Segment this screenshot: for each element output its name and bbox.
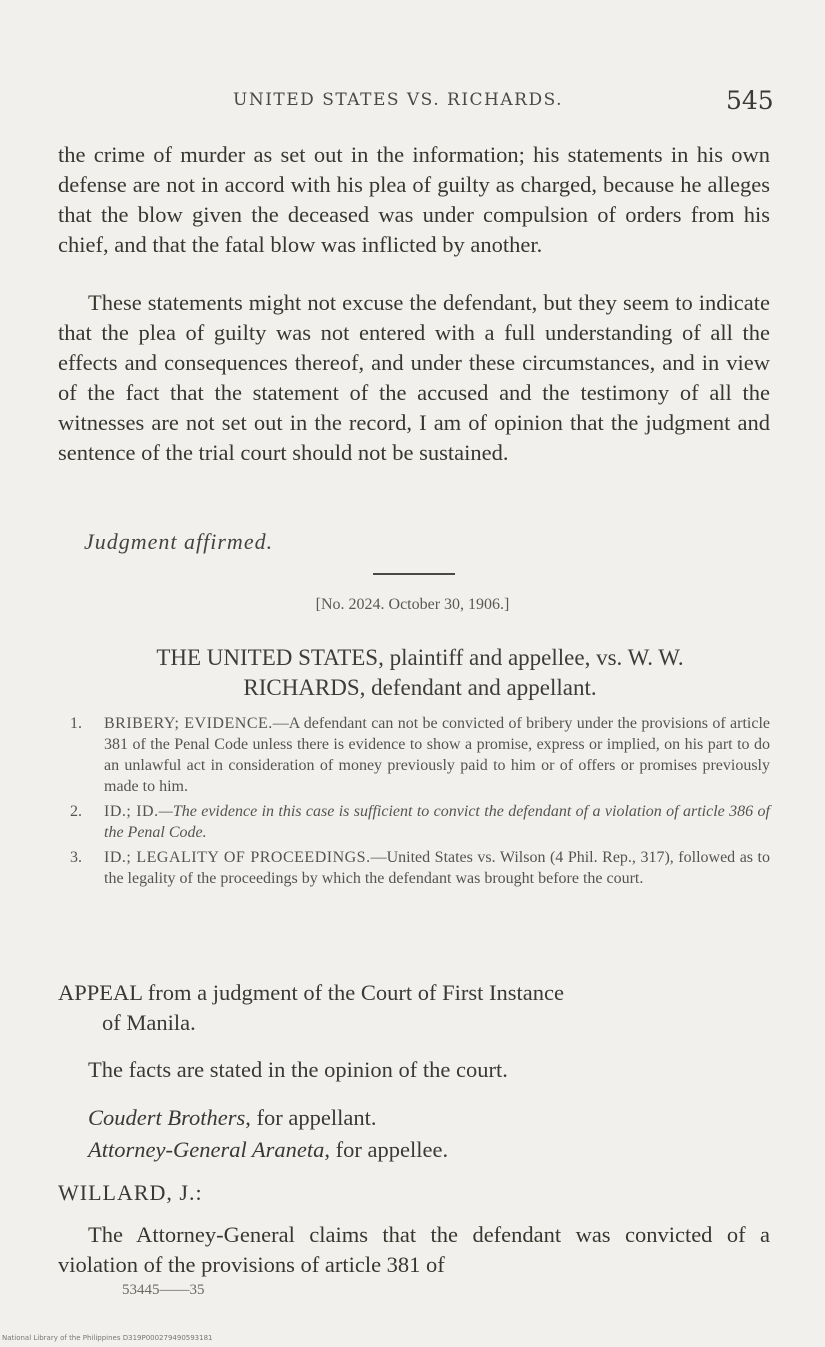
syllabus-heading: ID.; ID. [104,803,159,820]
facts-statement: The facts are stated in the opinion of the court. [88,1057,508,1082]
case-title-line-1: THE UNITED STATES, plaintiff and appellee, vs. W. W. [156,645,684,670]
counsel-line [88,1134,448,1166]
running-title: UNITED STATES VS. RICHARDS. [233,90,564,110]
counsel-block [88,1102,448,1166]
counsel-role: , for appellant. [245,1105,377,1130]
case-title [80,643,760,703]
counsel-name: Coudert Brothers [88,1105,246,1130]
opinion-paragraph-1 [58,140,770,260]
syllabus-text: —A defendant can not be convicted of bribery under the provisions of article 381 of the Penal Code unless there is evidence to show a promise, express or implied, on his part to do an unlawful act in consideration of money previously paid to him or of offers or promises previously made to him. [104,715,771,795]
library-footer: National Library of the Philippines D319P000279490593181 [2,1334,213,1342]
syllabus-number: 2. [70,803,82,820]
docket-line: [No. 2024. October 30, 1906.] [315,596,510,613]
running-head [0,86,825,116]
appeal-line-1: APPEAL from a judgment of the Court of First Instance [58,980,564,1005]
opinion-paragraph-1-text: the crime of murder as set out in the information; his statements in his own defense are not in accord with his plea of guilty as charged, because he alleges that the blow given the deceased was under compulsion of orders from his chief, and that the fatal blow was inflicted by another. [58,142,770,257]
opinion-opening [58,1220,770,1280]
justice-name: WILLARD, J.: [58,1180,203,1205]
signature-mark: 53445——35 [122,1282,205,1298]
syllabus-item [70,847,770,889]
syllabus-heading: ID.; LEGALITY OF PROCEEDINGS. [104,849,371,866]
appeal-statement [58,978,770,1038]
page-number: 545 [726,86,774,115]
counsel-role: , for appellee. [324,1137,449,1162]
counsel-name: Attorney-General Araneta [88,1137,325,1162]
syllabus-item [70,801,770,843]
opinion-paragraph-2-text: These statements might not excuse the defendant, but they seem to indicate that the plea of guilty was not entered with a full understanding of all the effects and consequences thereof, and under these circumstances, and in view of the fact that the statement of the accused and the testimony of all the witnesses are not set out in the record, I am of opinion that the judgment and sentence of the trial court should not be sustained. [58,290,770,465]
syllabus-text: —The evidence in this case is sufficient to convict the defendant of a violation of article 386 of the Penal Code. [104,803,771,841]
disposition: Judgment affirmed. [84,529,274,554]
opinion-paragraph-2 [58,288,770,468]
case-title-line-2: RICHARDS, defendant and appellant. [243,675,597,700]
syllabus-number: 1. [70,715,82,732]
syllabus-item [70,713,770,797]
opinion-opening-text: The Attorney-General claims that the defendant was convicted of a violation of the provisions of article 381 of [58,1222,770,1277]
appeal-line-2: of Manila. [102,1010,196,1035]
syllabus-heading: BRIBERY; EVIDENCE. [104,715,273,732]
counsel-line [88,1102,448,1134]
syllabus [70,713,770,893]
section-divider [373,573,455,575]
syllabus-number: 3. [70,849,82,866]
syllabus-text: —United States vs. Wilson (4 Phil. Rep., 317), followed as to the legality of the proceedings by which the defendant was brought before the court. [104,849,770,887]
